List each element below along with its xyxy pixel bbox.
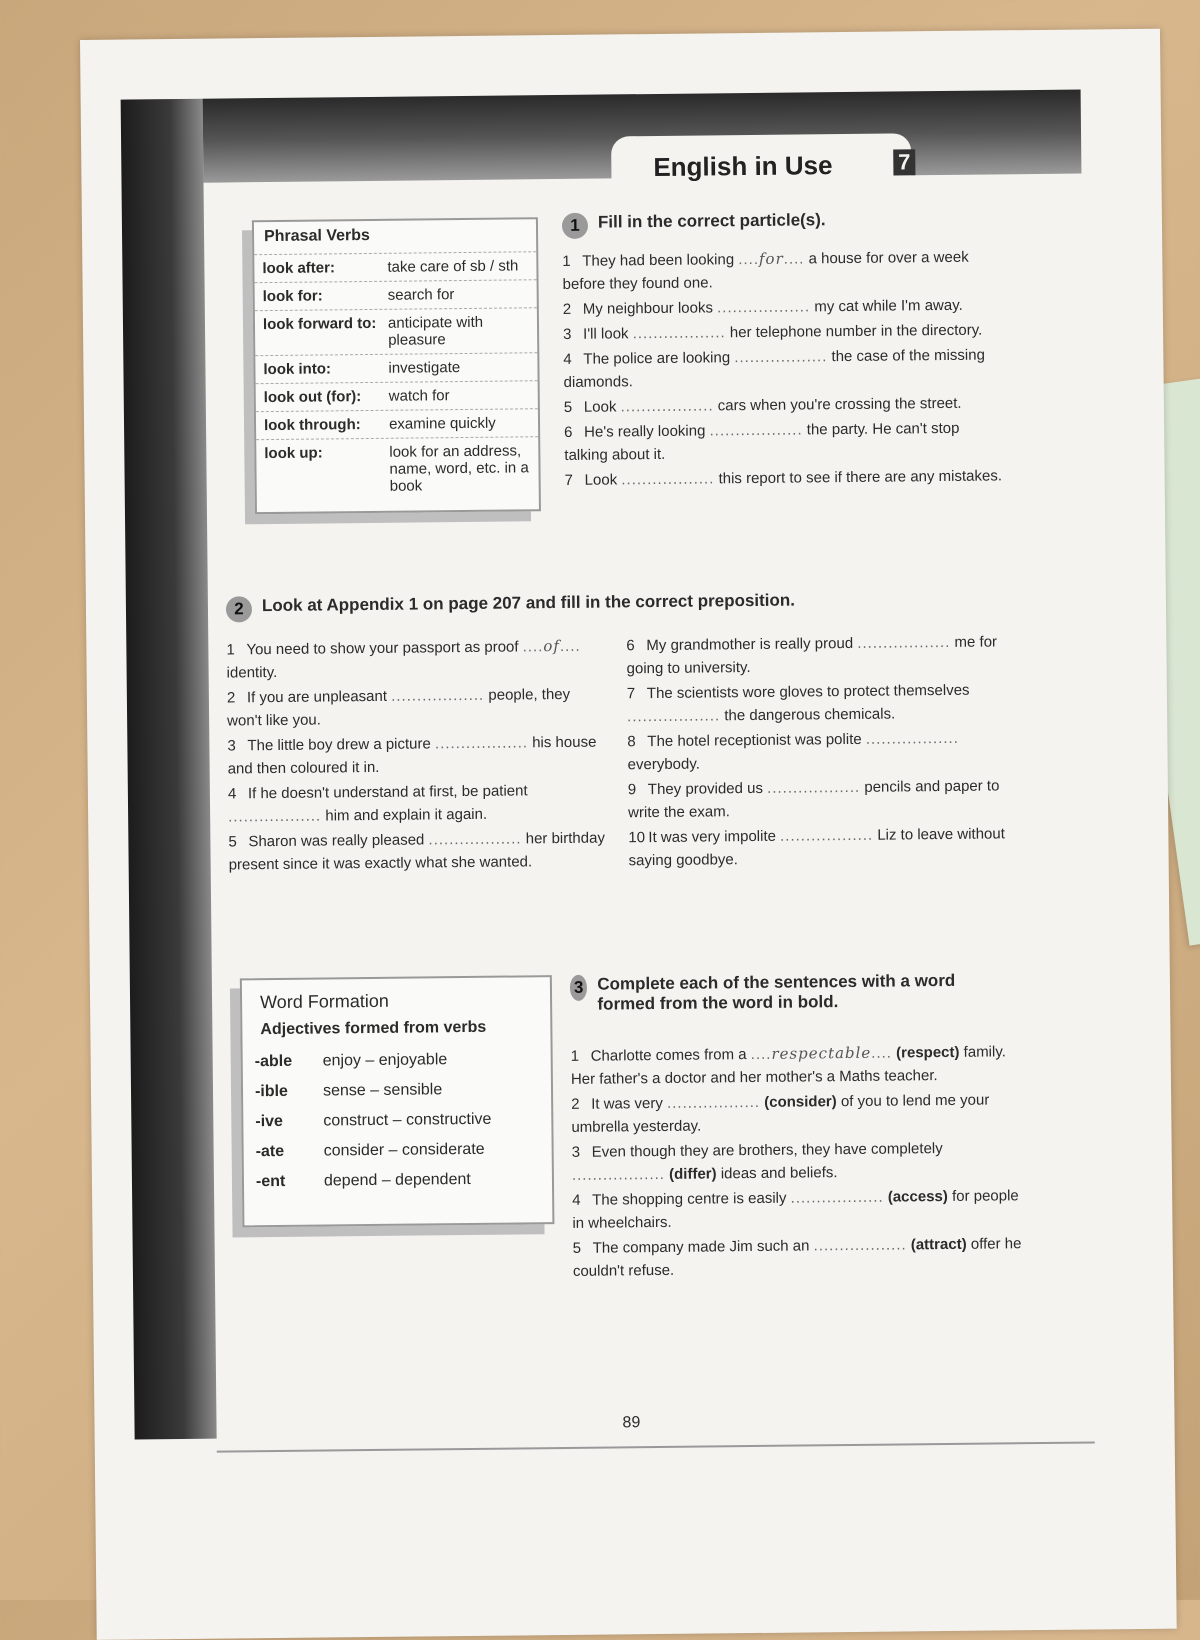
exercise-item: [228, 779, 608, 829]
exercise-item: [565, 464, 1005, 492]
item-text-before: The hotel receptionist was polite: [647, 730, 862, 751]
suffix: -ent: [255, 1172, 286, 1191]
handwritten-answer: for: [758, 249, 784, 268]
phrasal-verb-definition: watch for: [388, 387, 450, 405]
page-number: 89: [622, 1414, 641, 1432]
phrasal-verbs-box: [252, 217, 541, 514]
item-number: 1: [226, 641, 235, 659]
suffix-example: depend – dependent: [323, 1170, 471, 1190]
item-number: 3: [571, 1143, 581, 1161]
worksheet-page: [80, 29, 1177, 1640]
item-number: 8: [627, 733, 636, 751]
item-number: 10: [628, 829, 646, 847]
item-text-before: They provided us: [647, 779, 764, 799]
answer-blank[interactable]: ..................: [780, 826, 874, 845]
exercise-item: [571, 1040, 1031, 1091]
phrasal-verb-row: [256, 436, 539, 501]
phrasal-verbs-list: [254, 251, 539, 501]
answer-blank[interactable]: ..................: [621, 470, 715, 489]
item-number: 9: [627, 781, 637, 799]
exercise-item: [562, 245, 1002, 296]
side-bar: [121, 99, 217, 1440]
item-text-after: this report to see if there are any mistakes.: [718, 467, 1003, 488]
exercise-2-number: 2: [226, 596, 252, 622]
word-formation-title: Word Formation: [259, 990, 389, 1013]
answer-blank[interactable]: ..................: [790, 1188, 884, 1207]
answer-blank[interactable]: ....of....: [522, 637, 581, 656]
phrasal-verb-row: [255, 352, 537, 383]
item-text-after: identity.: [226, 663, 278, 682]
exercise-item: [563, 318, 1003, 346]
item-number: 1: [570, 1047, 580, 1065]
item-text-after: her telephone number in the directory.: [729, 321, 983, 342]
item-text-before: The company made Jim such an: [592, 1237, 810, 1257]
item-text-before: The shopping centre is easily: [592, 1189, 787, 1209]
item-number: 6: [564, 423, 573, 441]
answer-blank[interactable]: ....respectable....: [750, 1043, 893, 1064]
item-text-after: offer he couldn't refuse.: [572, 1235, 1022, 1280]
item-text-before: My neighbour looks: [582, 299, 714, 318]
item-number: 6: [626, 637, 635, 655]
item-text-after: a house for over a week before they found one.: [562, 248, 969, 293]
exercise-item: [572, 1136, 1032, 1187]
phrasal-verb-term: look up:: [264, 444, 323, 463]
footer-rule: [217, 1441, 1095, 1452]
answer-blank[interactable]: ..................: [571, 1165, 666, 1184]
item-text-after: family. Her father's a doctor and her mother's a Maths teacher.: [570, 1043, 1006, 1088]
page-title: English in Use: [653, 150, 833, 183]
phrasal-verb-definition: take care of sb / sth: [387, 257, 519, 276]
item-number: 7: [626, 685, 636, 703]
item-text-before: You need to show your passport as proof: [246, 638, 519, 659]
exercise-item: [563, 343, 1003, 394]
phrasal-verb-row: [256, 408, 538, 439]
answer-blank[interactable]: ..................: [627, 707, 721, 726]
item-text-after: him and explain it again.: [325, 805, 488, 825]
item-text-before: Sharon was really pleased: [248, 831, 425, 851]
phrasal-verb-definition: examine quickly: [388, 414, 496, 433]
phrasal-verb-term: look out (for):: [263, 388, 362, 407]
item-text-after: people, they won't like you.: [227, 685, 571, 730]
exercise-item: [628, 822, 1028, 872]
item-number: 2: [226, 689, 236, 707]
answer-blank[interactable]: ..................: [620, 397, 714, 416]
answer-blank[interactable]: ..................: [734, 348, 828, 367]
item-text-after: the case of the missing diamonds.: [563, 346, 985, 391]
phrasal-verb-row: [254, 251, 536, 282]
exercise-3-heading: [570, 970, 1000, 1015]
word-formation-row: [255, 1104, 551, 1137]
answer-blank[interactable]: ..................: [865, 729, 959, 748]
item-text-before: It was very impolite: [648, 827, 777, 847]
phrasal-verbs-title: Phrasal Verbs: [263, 226, 370, 246]
exercise-2-left-column: [226, 635, 608, 879]
exercise-1-instruction: Fill in the correct particle(s).: [597, 210, 826, 232]
exercise-3-list: [571, 1040, 1033, 1285]
unit-badge: 7: [893, 149, 915, 175]
item-number: 5: [563, 398, 573, 416]
item-text-before: They had been looking: [582, 251, 735, 270]
item-text-after: pencils and paper to write the exam.: [628, 777, 1000, 822]
answer-blank[interactable]: ..................: [632, 324, 726, 343]
item-number: 2: [571, 1095, 580, 1113]
word-formation-list: [255, 1044, 553, 1197]
word-formation-row: [255, 1074, 551, 1107]
exercise-item: [627, 678, 1027, 728]
exercise-item: [572, 1184, 1032, 1235]
item-text-after: cars when you're crossing the street.: [717, 394, 962, 415]
handwritten-answer: of: [543, 637, 561, 656]
suffix: -ible: [254, 1082, 289, 1101]
word-formation-row: [255, 1134, 551, 1167]
item-text-after: the party. He can't stop talking about it.: [564, 419, 960, 464]
exercise-item: [228, 827, 608, 877]
bold-stem-word: (attract): [910, 1235, 967, 1254]
item-text-before: Even though they are brothers, they have completely: [591, 1140, 943, 1161]
exercise-item: [573, 1232, 1033, 1283]
suffix: -ive: [255, 1112, 284, 1131]
bold-stem-word: (differ): [669, 1165, 717, 1183]
item-text-before: Charlotte comes from a: [590, 1046, 747, 1065]
exercise-2-right-column: [626, 630, 1028, 874]
item-number: 2: [562, 300, 572, 318]
phrasal-verb-definition: search for: [387, 286, 455, 304]
item-number: 4: [563, 350, 572, 368]
handwritten-answer: respectable: [771, 1043, 872, 1063]
item-text-after: of you to lend me your umbrella yesterday.: [571, 1091, 990, 1136]
answer-blank[interactable]: ..................: [813, 1236, 907, 1255]
item-text-before: If you are unpleasant: [246, 687, 388, 707]
answer-blank[interactable]: ..................: [717, 298, 811, 317]
exercise-item: [564, 416, 1004, 467]
item-number: 5: [572, 1239, 582, 1257]
item-text-after: everybody.: [627, 755, 700, 774]
exercise-1-number: 1: [562, 213, 588, 239]
answer-blank[interactable]: ..................: [767, 778, 861, 797]
exercise-item: [227, 731, 607, 781]
item-text-before: Look: [583, 398, 617, 416]
answer-blank[interactable]: ..................: [434, 734, 529, 753]
answer-blank[interactable]: ..................: [391, 686, 485, 705]
item-text-before: The little boy drew a picture: [247, 735, 431, 755]
answer-blank[interactable]: ....for....: [738, 249, 805, 269]
item-text-before: I'll look: [583, 325, 629, 343]
item-text-after: for people in wheelchairs.: [572, 1187, 1019, 1232]
suffix-example: enjoy – enjoyable: [322, 1051, 448, 1070]
exercise-item: [571, 1088, 1031, 1139]
item-text-before: It was very: [591, 1094, 663, 1113]
item-number: 1: [562, 252, 571, 270]
item-text-before: If he doesn't understand at first, be patient: [247, 782, 528, 803]
phrasal-verb-definition: look for an address, name, word, etc. in a book: [389, 442, 529, 495]
exercise-3-instruction: Complete each of the sentences with a word formed from the word in bold.: [597, 970, 956, 1014]
suffix-example: construct – constructive: [323, 1110, 492, 1130]
word-formation-box: [240, 975, 555, 1227]
exercise-item: [563, 293, 1003, 321]
item-text-after: ideas and beliefs.: [720, 1164, 838, 1183]
answer-blank[interactable]: ..................: [228, 807, 322, 826]
item-number: 3: [563, 325, 572, 343]
item-text-before: Look: [584, 471, 618, 489]
item-number: 3: [227, 737, 236, 755]
phrasal-verb-term: look through:: [263, 416, 361, 435]
answer-blank[interactable]: ..................: [709, 421, 803, 440]
exercise-2-instruction: Look at Appendix 1 on page 207 and fill in the correct preposition.: [261, 590, 796, 616]
item-text-before: The police are looking: [583, 349, 731, 368]
exercise-item: [626, 630, 1026, 680]
word-formation-row: [255, 1044, 551, 1077]
answer-blank[interactable]: ..................: [428, 830, 522, 849]
suffix-example: consider – considerate: [323, 1140, 485, 1160]
suffix-example: sense – sensible: [322, 1081, 443, 1100]
item-text-before: My grandmother is really proud: [646, 634, 854, 655]
bold-stem-word: (access): [887, 1187, 948, 1206]
exercise-item: [226, 635, 606, 685]
item-number: 5: [228, 833, 237, 851]
phrasal-verb-term: look after:: [262, 259, 336, 278]
phrasal-verb-row: [255, 307, 537, 355]
item-number: 7: [564, 471, 574, 489]
exercise-item: [628, 774, 1028, 824]
exercise-item: [564, 391, 1004, 419]
phrasal-verb-definition: investigate: [388, 359, 461, 377]
exercise-1-heading: [562, 208, 1042, 239]
word-formation-row: [256, 1164, 552, 1197]
exercise-1-list: [562, 245, 1005, 494]
item-number: 4: [572, 1191, 581, 1209]
answer-blank[interactable]: ..................: [666, 1093, 761, 1112]
item-text-after: my cat while I'm away.: [814, 296, 963, 316]
bold-stem-word: (respect): [896, 1043, 960, 1062]
phrasal-verb-row: [255, 279, 537, 310]
item-number: 4: [227, 785, 237, 803]
exercise-2-heading: [226, 588, 1046, 623]
item-text-after: her birthday present since it was exactly what she wanted.: [228, 829, 605, 874]
item-text-before: The scientists wore gloves to protect themselves: [646, 681, 970, 703]
phrasal-verb-definition: anticipate with pleasure: [387, 313, 484, 349]
phrasal-verb-row: [256, 380, 538, 411]
item-text-before: He's really looking: [584, 422, 706, 441]
word-formation-subtitle: Adjectives formed from verbs: [260, 1018, 487, 1039]
item-text-after: his house and then coloured it in.: [227, 733, 597, 778]
item-text-after: me for going to university.: [626, 633, 998, 678]
exercise-item: [227, 683, 607, 733]
page-content: [121, 90, 1095, 1440]
phrasal-verb-term: look forward to:: [262, 314, 377, 334]
exercise-item: [627, 726, 1027, 776]
suffix: -able: [254, 1052, 293, 1071]
answer-blank[interactable]: ..................: [857, 633, 951, 652]
exercise-3-number: 3: [570, 975, 588, 1001]
item-text-after: Liz to leave without saying goodbye.: [628, 825, 1005, 870]
suffix: -ate: [255, 1142, 285, 1161]
phrasal-verb-term: look into:: [263, 360, 332, 379]
phrasal-verb-term: look for:: [262, 287, 323, 306]
bold-stem-word: (consider): [764, 1093, 837, 1111]
item-text-after: the dangerous chemicals.: [724, 705, 896, 725]
